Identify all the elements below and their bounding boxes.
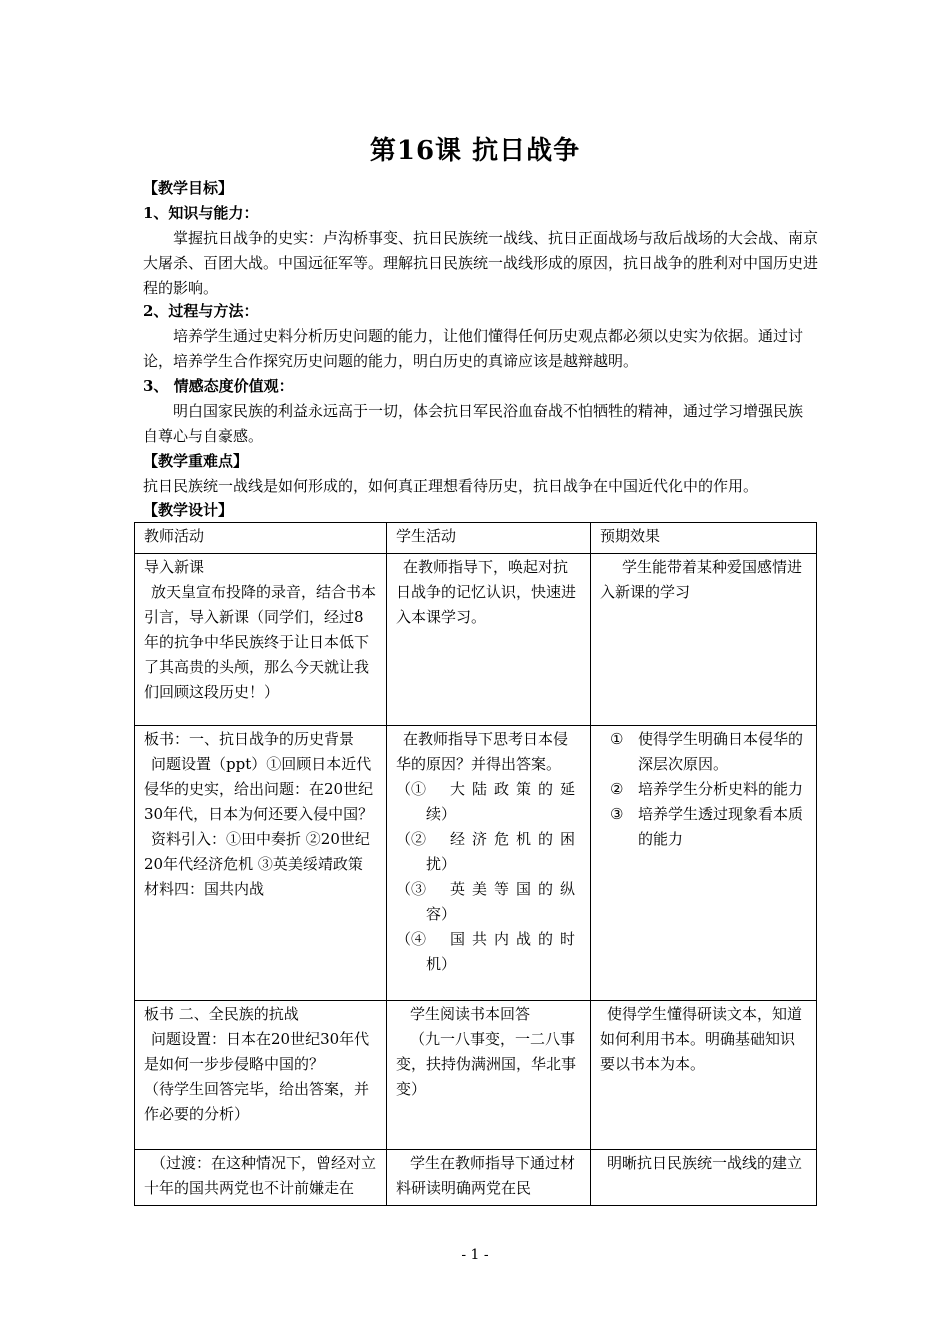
page-title: 第16课 抗日战争 xyxy=(369,136,581,166)
emotion-heading: 3、 情感态度价值观： xyxy=(143,377,294,395)
board-title: 板书：一、抗日战争的历史背景 xyxy=(144,730,355,748)
process-text: 培养学生通过史料分析历史问题的能力，让他们懂得任何历史观点都必须以史实为依据。通过讨论，培养学生合作探究历史问题的能力，明白历史的真谛应该是越辩越明。 xyxy=(143,327,804,370)
board-title: 板书 二、全民族的抗战 xyxy=(144,1005,299,1023)
header-teacher: 教师活动 xyxy=(135,523,387,554)
student-text: 学生阅读书本回答 xyxy=(410,1005,531,1023)
student-answer: （九一八事变，一二八事变，扶持伪满洲国，华北事变） xyxy=(396,1030,577,1098)
student-cell xyxy=(387,554,591,726)
effect-cell xyxy=(591,1001,817,1150)
intro-text: 放天皇宣布投降的录音，结合书本引言，导入新课（同学们，经过8年的抗争中华民族终于让日本低下了其高贵的头颅，那么今天就让我们回顾这段历史！） xyxy=(144,583,377,701)
material-text: 资料引入：①田中奏折 ②20世纪20年代经济危机 ③英美绥靖政策 材料四：国共内战 xyxy=(144,830,370,898)
teacher-cell xyxy=(135,726,387,1001)
header-student: 学生活动 xyxy=(387,523,591,554)
table-row xyxy=(135,554,817,726)
teacher-cell xyxy=(135,1001,387,1150)
effect-text: 使得学生懂得研读文本，知道如何利用书本。明确基础知识要以书本为本。 xyxy=(600,1005,803,1073)
student-cell xyxy=(387,726,591,1001)
question-text: 问题设置：日本在20世纪30年代是如何一步步侵略中国的？ xyxy=(144,1030,370,1073)
table-row xyxy=(135,1150,817,1206)
table-row xyxy=(135,1001,817,1150)
list-item: （① 大陆政策的延 续） xyxy=(396,780,582,823)
process-heading: 2、过程与方法： xyxy=(143,302,259,320)
student-cell xyxy=(387,1150,591,1206)
effect-cell xyxy=(591,1150,817,1206)
list-item: （③ 英美等国的纵 容） xyxy=(396,880,582,923)
student-text: 在教师指导下，唤起对抗日战争的记忆认识，快速进入本课学习。 xyxy=(396,558,577,626)
effect-text: 学生能带着某种爱国感情进入新课的学习 xyxy=(600,558,803,601)
header-effect: 预期效果 xyxy=(591,523,817,554)
objectives-heading: 【教学目标】 xyxy=(143,179,234,197)
list-item: （④ 国共内战的时 机） xyxy=(396,930,582,973)
key-points-text: 抗日民族统一战线是如何形成的，如何真正理想看待历史，抗日战争在中国近代化中的作用。 xyxy=(143,477,759,495)
intro-title: 导入新课 xyxy=(144,558,205,576)
table-header-row xyxy=(135,523,817,554)
design-heading: 【教学设计】 xyxy=(143,501,234,519)
teacher-cell xyxy=(135,554,387,726)
student-text: 学生在教师指导下通过材料研读明确两党在民 xyxy=(396,1154,576,1197)
emotion-text: 明白国家民族的利益永远高于一切，体会抗日军民浴血奋战不怕牺牲的精神，通过学习增强民族自尊心与自豪感。 xyxy=(143,402,804,445)
student-intro: 在教师指导下思考日本侵华的原因？并得出答案。 xyxy=(396,730,569,773)
list-item: ③ 培养学生透过现象看本质的能力 xyxy=(610,805,804,848)
knowledge-heading: 1、知识与能力： xyxy=(143,204,259,222)
effect-cell xyxy=(591,554,817,726)
teacher-cell xyxy=(135,1150,387,1206)
question-text: 问题设置（ppt）①回顾日本近代侵华的史实，给出问题：在20世纪30年代，日本为何还要入侵中国？ xyxy=(144,755,374,823)
teaching-design-table xyxy=(134,522,817,1206)
list-item: ② 培养学生分析史料的能力 xyxy=(610,780,804,798)
effect-text: 明晰抗日民族统一战线的建立 xyxy=(607,1154,803,1172)
effect-cell xyxy=(591,726,817,1001)
table-row xyxy=(135,726,817,1001)
student-cell xyxy=(387,1001,591,1150)
list-item: ① 使得学生明确日本侵华的深层次原因。 xyxy=(610,730,804,773)
key-points-heading: 【教学重难点】 xyxy=(143,452,249,470)
note-text: （待学生回答完毕，给出答案，并作必要的分析） xyxy=(144,1080,370,1123)
page-number: - 1 - xyxy=(461,1247,489,1263)
list-item: （② 经济危机的困 扰） xyxy=(396,830,582,873)
knowledge-text: 掌握抗日战争的史实：卢沟桥事变、抗日民族统一战线、抗日正面战场与敌后战场的大会战、南京大屠杀、百团大战。中国远征军等。理解抗日民族统一战线形成的原因，抗日战争的胜利对中国历史进程的影响。 xyxy=(143,229,819,297)
transition-text: （过渡：在这种情况下，曾经对立十年的国共两党也不计前嫌走在 xyxy=(144,1154,377,1197)
